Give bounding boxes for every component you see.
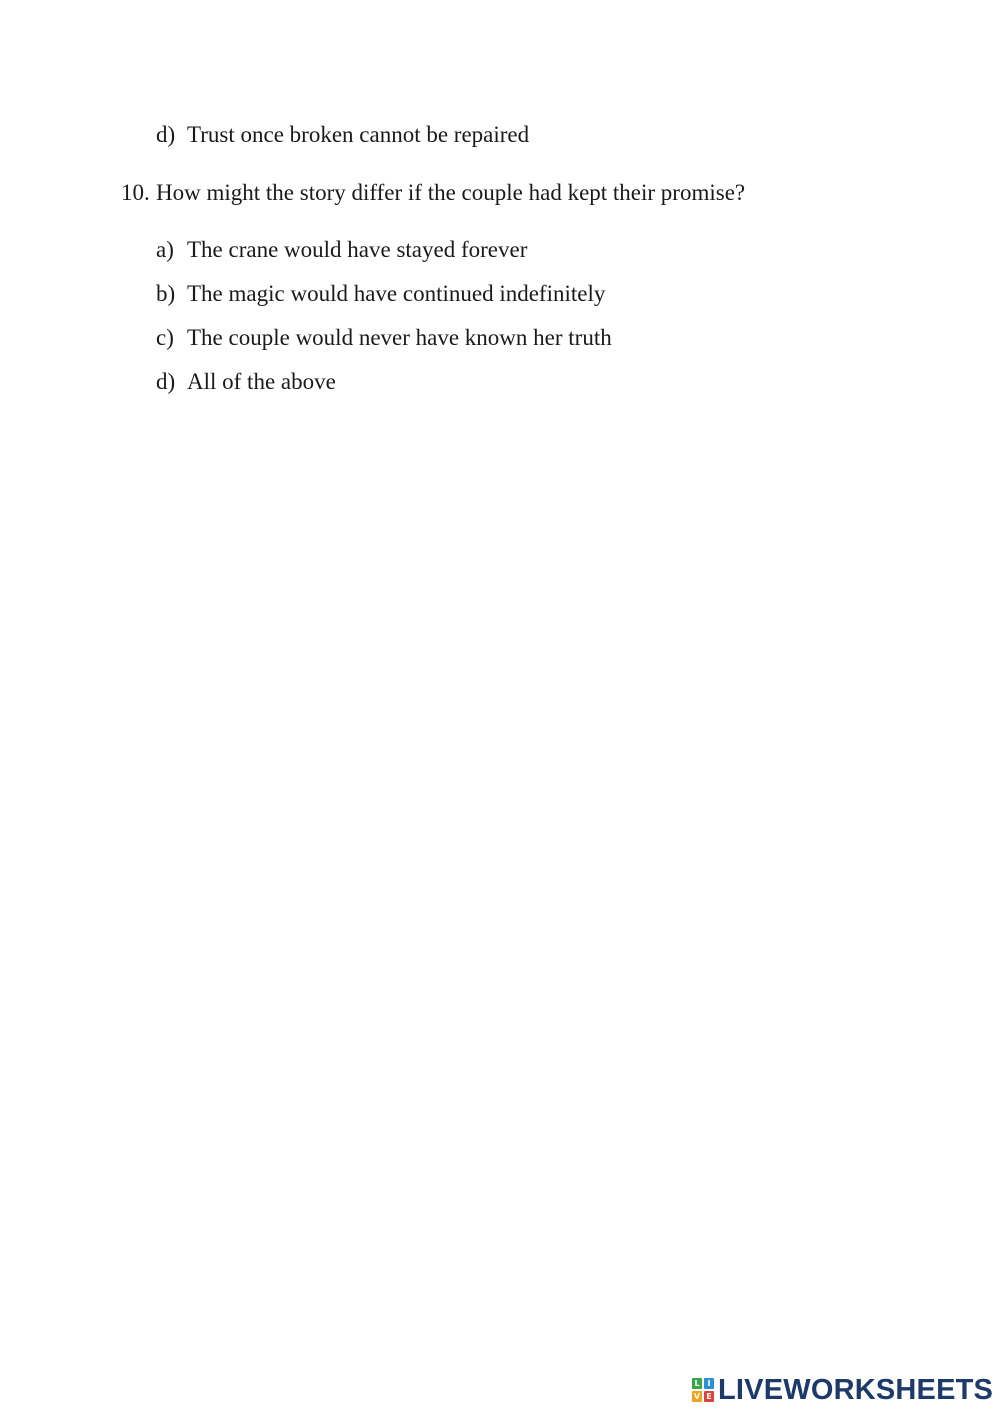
logo-letter-l: L [692,1378,702,1389]
logo-letter-e: E [704,1391,714,1402]
question-number: 10. [121,180,150,205]
question-text: How might the story differ if the couple had kept their promise? [156,180,746,205]
option-letter: d) [156,369,176,394]
liveworksheets-logo [692,1373,993,1407]
option-text: Trust once broken cannot be repaired [187,122,530,147]
question-10-option-a [156,235,527,265]
question-10-option-c [156,323,612,353]
question-10-option-b [156,279,605,309]
option-text: The magic would have continued indefinitely [187,281,606,306]
option-letter: b) [156,281,176,306]
brand-text: LIVEWORKSHEETS [718,1373,994,1406]
option-text: The couple would never have known her truth [187,325,612,350]
option-text: All of the above [187,369,336,394]
prev-question-option-d [156,120,529,150]
question-10 [121,178,745,208]
option-letter: a) [156,237,174,262]
option-letter: c) [156,325,174,350]
question-10-option-d [156,367,336,397]
logo-letter-v: V [693,1392,701,1401]
logo-letter-i: I [704,1378,714,1389]
option-letter: d) [156,122,176,147]
option-text: The crane would have stayed forever [187,237,528,262]
liveworksheets-logo-icon [692,1378,714,1402]
